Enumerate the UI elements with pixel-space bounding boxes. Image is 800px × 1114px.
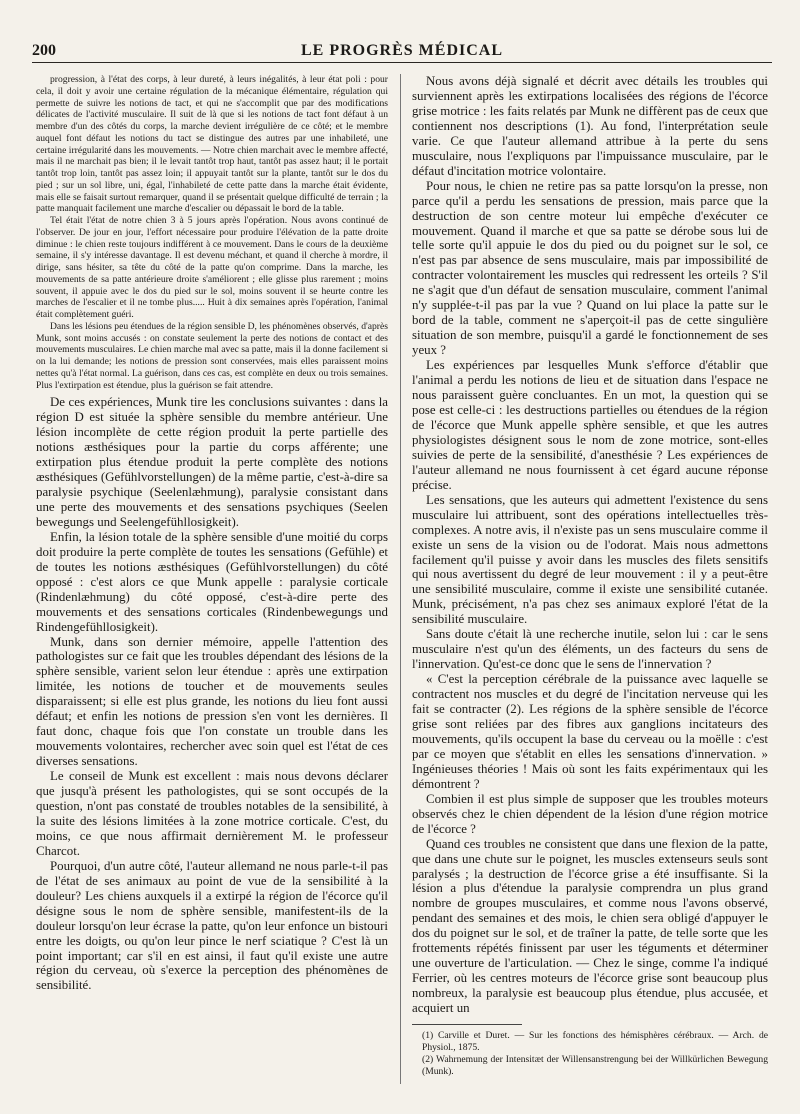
paragraph: Dans les lésions peu étendues de la région sensible D, les phénomènes observés, d'après Munk, sont moins accusés : on constate seulement la perte des notions de contact et des mouvements musculaires. Le chien marche mal avec sa patte, mais il la donne facilement si on la lui demande; les notions de pression sont conservées, mais elles paraissent moins nettes qu'à l'état normal. La guérison, dans ces cas, est complète en deux ou trois semaines. Plus l'extirpation est étendue, plus la guérison se fait attendre. [36, 320, 388, 391]
paragraph: progression, à l'état des corps, à leur dureté, à leurs inégalités, à leur état poli : pour cela, il doit y avoir une certaine régulation de la mécanique élémentaire, régulation qui permette de suivre les notions de tact, et qui ne s'accomplit que par des modifications délicates de l'activité musculaire. Il suit de là que si les notions de tact font défaut à un membre d'un des côtés du corps, la marche devient irrégulière de ce côté; et le membre auquel font défaut les notions du tact se distingue des autres par une inhabileté, une certaine irrégularité dans les mouvements. — Notre chien marchait avec le membre affecté, mais il ne marchait pas bien; il le levait tantôt trop haut, tantôt pas assez haut; il le portait tantôt trop loin, tantôt pas assez loin; il appuyait tantôt sur la plante, tantôt sur le dos du pied ; sur un sol libre, uni, égal, l'inhabileté de cette patte dans la marche était évidente, mais elle se faisait surtout remarquer, quand il se présentait quelque difficulté de terrain ; la patte manquait facilement une marche d'escalier ou dépassait le bord de la table. [36, 74, 388, 215]
page-number: 200 [32, 42, 56, 59]
paragraph: Sans doute c'était là une recherche inutile, selon lui : car le sens musculaire n'est qu'un des éléments, un des facteurs du sens de l'innervation. Qu'est-ce donc que le sens de l'innervation ? [412, 627, 768, 672]
column-divider [400, 74, 401, 1084]
page-header [32, 40, 772, 63]
paragraph: Combien il est plus simple de supposer que les troubles moteurs observés chez le chien dépendent de la lésion d'une région motrice de l'écorce ? [412, 791, 768, 836]
paragraph: Pour nous, le chien ne retire pas sa patte lorsqu'on la presse, non parce qu'il a perdu les sensations de pression, mais parce que la destruction de son centre moteur lui empêche d'exécuter ce mouvement. Quand il marche et que sa patte se dérobe sous lui de telle sorte qu'il appuie le dos du pied ou du poignet sur le sol, ce n'est pas par absence de sens musculaire, mais par impossibilité de contracter volontairement les muscles qui redressent les orteils ? S'il ne s'agit que d'un défaut de sensation musculaire, comment l'animal n'y supplée-t-il pas par la vue ? Quand on lui place la patte sur le bord de la table, comment ne s'aperçoit-il pas de cette singulière situation de son membre, puisqu'il a gardé le fonctionnement de ses yeux ? [412, 178, 768, 358]
journal-title: LE PROGRÈS MÉDICAL [300, 42, 504, 59]
paragraph: Tel était l'état de notre chien 3 à 5 jours après l'opération. Nous avons continué de l'observer. De jour en jour, l'effort nécessaire pour produire l'élévation de la patte droite diminue : le chien reste toujours indifférent à ce mouvement. Dans le cours de la deuxième semaine, il s'y intéresse davantage. Il est devenu méchant, et quand il cherche à mordre, il dirige, sans hésiter, sa tête du côté de la patte qu'on comprime. Dans la marche, les mouvements de sa patte antérieure droite s'améliorent ; elle glisse plus rarement ; moins souvent, il appuie avec le dos du pied sur le sol, moins souvent il se heurte contre les marches de l'escalier et il ne tombe plus..... Huit à dix semaines après l'opération, l'animal était complètement guéri. [36, 215, 388, 320]
paragraph: Les sensations, que les auteurs qui admettent l'existence du sens musculaire lui attribuent, sont des opérations intellectuelles très-complexes. A notre avis, il n'existe pas un sens musculaire comme il existe un sens de la vision ou de l'odorat. Mais nous admettons facilement qu'il puisse y avoir dans les muscles des filets sensitifs qui nous avertissent du degré de leur mouvement : il y a peut-être une sensibilité musculaire, comme il existe une sensibilité cutanée. Munk, précisément, n'a pas chez ses animaux exploré l'état de la sensibilité musculaire. [412, 492, 768, 627]
paragraph: Munk, dans son dernier mémoire, appelle l'attention des pathologistes sur ce fait que les troubles dépendant des lésions de la sphère sensible, varient selon leur étendue : après une extirpation limitée, les notions de toucher et de mouvements seules disparaissent; si elle est plus grande, les notions du lieu font aussi défaut; et enfin les notions de pression s'en vont les dernières. Il faut donc, chaque fois que l'on constate un trouble dans les mouvements volontaires, rechercher avec soin quel est l'état de ces diverses sensations. [36, 634, 388, 769]
footnote: (1) Carville et Duret. — Sur les fonctions des hémisphères cérébraux. — Arch. de Physiol., 1875. [422, 1030, 768, 1054]
footnote-rule [412, 1024, 522, 1025]
footnote: (2) Wahrnemung der Intensitæt der Willensanstrengung bei der Willkürlichen Bewegung (Munk). [422, 1054, 768, 1078]
paragraph: « C'est la perception cérébrale de la puissance avec laquelle se contractent nos muscles et du degré de l'incitation nerveuse qui les fait se contracter (2). Les régions de la sphère sensible de l'écorce grise sont reliées par des fibres aux ganglions incitateurs des mouvements, qu'ils occupent la base du cerveau ou la moëlle : c'est par ce moyen que s'établit en elles les sensations d'innervation. » Ingénieuses théories ! Mais où sont les faits expérimentaux qui les démontrent ? [412, 672, 768, 791]
paragraph: De ces expériences, Munk tire les conclusions suivantes : dans la région D est située la sphère sensible du membre antérieur. Une lésion incomplète de cette région produit la perte partielle des notions æsthésiques pour la partie du corps afférente; une extirpation plus étendue produit la perte complète des notions æsthésiques (Gefühlvorstellungen) de la même partie, c'est-à-dire sa paralysie psychique (Seelenlæhmung), paralysie consistant dans une perte des mouvements et des sensations psychiques (Seelen bewegungs und Seelengefühllosigkeit). [36, 395, 388, 529]
right-column [412, 74, 768, 1090]
paragraph: Pourquoi, d'un autre côté, l'auteur allemand ne nous parle-t-il pas de l'état de ses animaux au point de vue de la sensibilité à la douleur? Les chiens auxquels il a extirpé la région de l'écorce qu'il désigne sous le nom de sphère sensible, manifestent-ils de la douleur lorsqu'on leur écrase la patte, qu'on leur enfonce un bistouri entre les doigts, ou qu'on leur pince le nerf sciatique ? C'est là un point important; car s'il en est ainsi, il faut qu'il existe une autre région du cerveau, où s'exerce la perception des phénomènes de sensibilité. [36, 858, 388, 993]
left-column [36, 74, 388, 1090]
paragraph: Les expériences par lesquelles Munk s'efforce d'établir que l'animal a perdu les notions de lieu et de situation dans l'espace ne nous paraissent guère concluantes. En un mot, la question qui se pose est celle-ci : les destructions partielles ou étendues de la région de l'écorce que Munk appelle sphère sensible, et que les autres physiologistes désignent sous le nom de zone motrice, sont-elles suivies de perte de la sensibilité, d'anesthésie ? Les expériences de l'auteur allemand ne nous fournissent à cet égard aucune réponse précise. [412, 358, 768, 492]
paragraph: Nous avons déjà signalé et décrit avec détails les troubles qui surviennent après les extirpations localisées des régions de l'écorce grise motrice : les faits relatés par Munk ne diffèrent pas de ceux que contiennent nos descriptions (1). Au fond, l'interprétation seule varie. Ce que l'auteur allemand attribue à la perte du sens musculaire, nous l'expliquons par l'impuissance musculaire, par le défaut d'incitation motrice volontaire. [412, 74, 768, 178]
paragraph: Quand ces troubles ne consistent que dans une flexion de la patte, que dans une chute sur le poignet, les muscles extenseurs seuls sont paralysés ; la destruction de l'écorce grise a été insuffisante. Si la lésion a plus d'étendue la paralysie comprendra un plus grand nombre de groupes musculaires, et comme nous l'avons observé, pendant des semaines et des mois, le chien sera obligé d'appuyer le dos du poignet sur le sol, et de traîner la patte, de telle sorte que les frottements répétés finissent par user les téguments et déterminer une ouverture de l'articulation. — Chez le singe, comme l'a indiqué Ferrier, où les centres moteurs de l'écorce grise sont beaucoup plus nombreux, la paralysie est beaucoup plus étendue, plus accusée, et acquiert un [412, 836, 768, 1016]
paragraph: Enfin, la lésion totale de la sphère sensible d'une moitié du corps doit produire la perte complète de toutes les sensations (Gefühle) et de toutes les notions æsthésiques (Gefühlvorstellungen) du côté opposé : c'est alors ce que Munk appelle : paralysie corticale (Rindenlæhmung) du côté opposé, c'est-à-dire perte des mouvements et des sensations corticales (Rindenbewegungs und Rindengefühllosigkeit). [36, 529, 388, 634]
paragraph: Le conseil de Munk est excellent : mais nous devons déclarer que jusqu'à présent les pathologistes, qui se sont occupés de la question, n'ont pas constaté de troubles notables de la sensibilité, à la suite des lésions limitées à la zone motrice corticale. C'est, du moins, ce que nous affirmait dernièrement M. le professeur Charcot. [36, 769, 388, 858]
